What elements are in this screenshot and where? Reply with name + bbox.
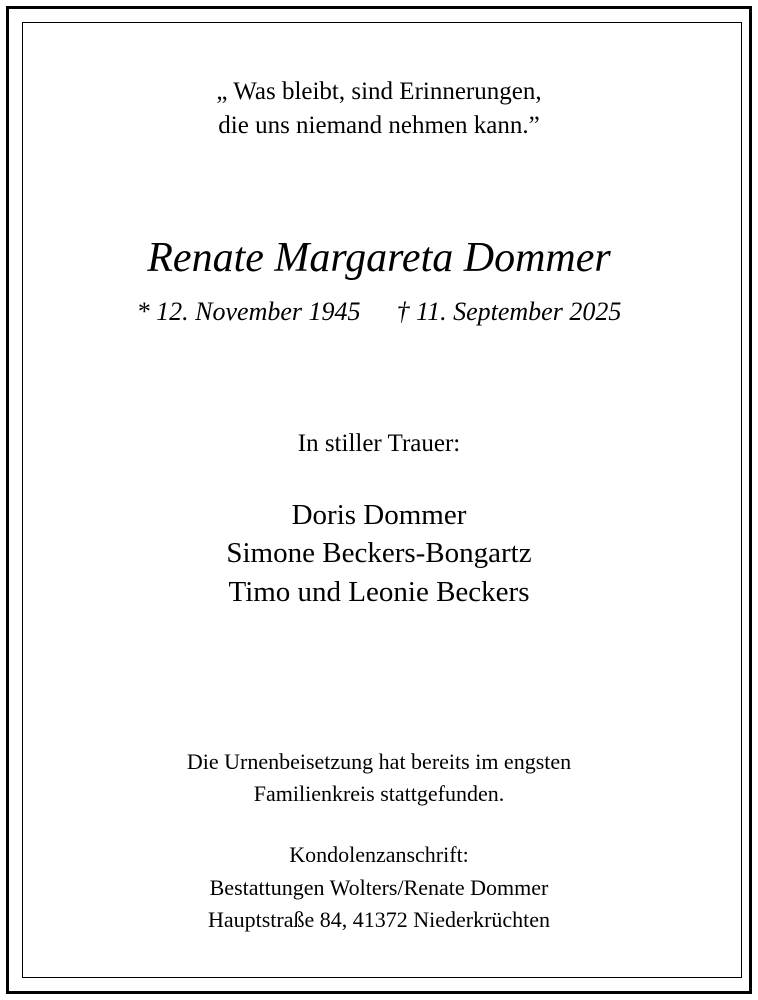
- death-date: † 11. September 2025: [396, 297, 622, 326]
- condolence-heading: Kondolenzanschrift:: [289, 842, 469, 867]
- deceased-name: Renate Margareta Dommer: [147, 235, 611, 281]
- condolence-address-line-1: Bestattungen Wolters/Renate Dommer: [209, 875, 549, 900]
- burial-notice-line-2: Familienkreis stattgefunden.: [253, 781, 505, 806]
- quote-line-2: die uns niemand nehmen kann.”: [218, 112, 540, 139]
- mourner-1: Doris Dommer: [291, 499, 467, 531]
- condolence-address-line-2: Hauptstraße 84, 41372 Niederkrüchten: [207, 907, 551, 932]
- mourner-3: Timo und Leonie Beckers: [228, 576, 530, 608]
- mourning-heading: In stiller Trauer:: [297, 430, 461, 457]
- quote-line-1: „ Was bleibt, sind Erinnerungen,: [216, 78, 542, 105]
- birth-date: * 12. November 1945: [136, 297, 361, 326]
- life-dates: [0, 297, 758, 327]
- burial-notice-line-1: Die Urnenbeisetzung hat bereits im engsten: [186, 749, 572, 774]
- mourner-2: Simone Beckers-Bongartz: [226, 537, 532, 569]
